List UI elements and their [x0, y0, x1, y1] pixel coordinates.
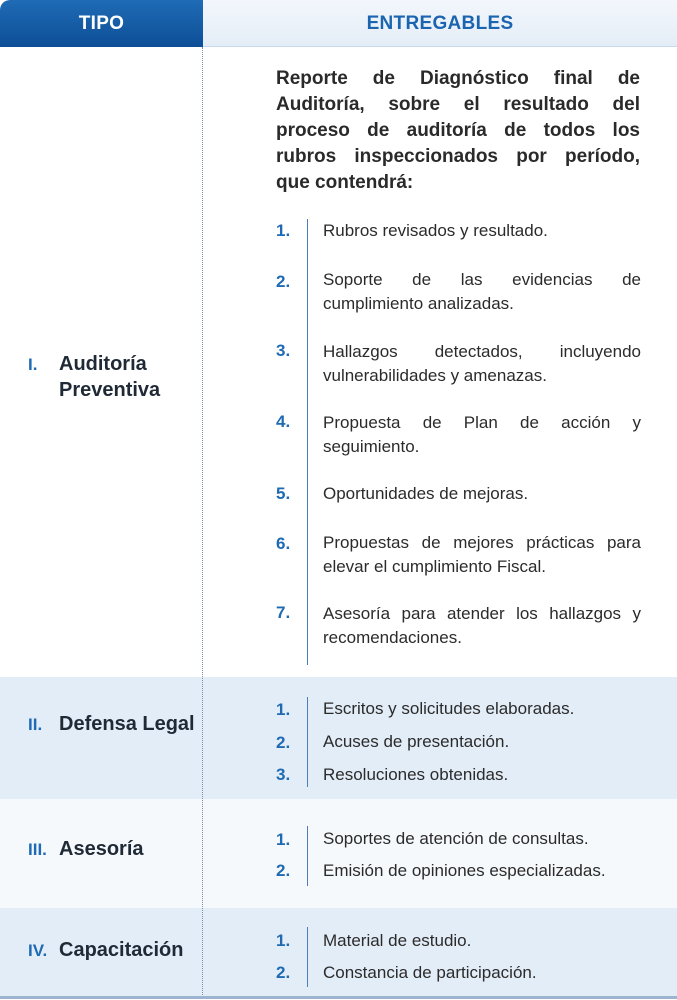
- item-number: 2.: [276, 733, 291, 752]
- item-number: 3.: [276, 341, 291, 360]
- item-text: Resoluciones obtenidas.: [323, 765, 509, 784]
- item-number: 1.: [276, 830, 291, 849]
- deliverable-intro: Reporte de Diagnóstico final de Auditoría, sobre el resultado del proceso de auditoría de todos los rubros inspeccionados por período, que contendrá:: [276, 68, 640, 193]
- item-text: Soporte de las evidencias de cumplimiento analizadas.: [323, 270, 641, 313]
- item-number: 6.: [276, 534, 291, 553]
- item-text: Asesoría para atender los hallazgos y recomendaciones.: [323, 604, 641, 647]
- tipo-defensa: [28, 711, 198, 737]
- item-text: Rubros revisados y resultado.: [323, 221, 548, 240]
- item-number: 1.: [276, 700, 291, 719]
- list-rule: [307, 219, 308, 665]
- tipo-auditoria: [28, 351, 198, 403]
- header-entregables: ENTREGABLES: [203, 0, 677, 47]
- table-bottom-border: [0, 996, 677, 999]
- tipo-asesoria: [28, 836, 198, 862]
- item-text: Acuses de presentación.: [323, 732, 510, 751]
- tipo-label: Defensa Legal: [59, 713, 195, 735]
- tipo-number: IV.: [28, 941, 48, 960]
- header-tipo: TIPO: [0, 0, 203, 47]
- item-text: Hallazgos detectados, incluyendo vulnerabilidades y amenazas.: [323, 342, 641, 385]
- item-number: 3.: [276, 765, 291, 784]
- tipo-number: III.: [28, 840, 47, 859]
- item-number: 5.: [276, 484, 291, 503]
- item-text: Escritos y solicitudes elaboradas.: [323, 699, 575, 718]
- list-rule: [307, 826, 308, 886]
- item-number: 4.: [276, 412, 291, 431]
- tipo-label: Auditoría Preventiva: [59, 353, 161, 401]
- table-header: [0, 0, 677, 47]
- item-number: 7.: [276, 603, 291, 622]
- item-number: 2.: [276, 963, 291, 982]
- item-text: Constancia de participación.: [323, 963, 537, 982]
- item-text: Oportunidades de mejoras.: [323, 484, 529, 503]
- tipo-number: II.: [28, 715, 43, 734]
- tipo-number: I.: [28, 355, 38, 374]
- tipo-capacitacion: [28, 937, 198, 963]
- item-number: 2.: [276, 861, 291, 880]
- item-text: Propuestas de mejores prácticas para elevar el cumplimiento Fiscal.: [323, 533, 641, 576]
- item-number: 2.: [276, 272, 291, 291]
- list-rule: [307, 697, 308, 787]
- item-text: Propuesta de Plan de acción y seguimiento.: [323, 413, 641, 456]
- tipo-label: Capacitación: [59, 939, 184, 961]
- item-text: Material de estudio.: [323, 931, 472, 950]
- column-divider: [202, 47, 203, 997]
- item-text: Emisión de opiniones especializadas.: [323, 861, 606, 880]
- list-rule: [307, 927, 308, 987]
- item-number: 1.: [276, 221, 291, 240]
- item-text: Soportes de atención de consultas.: [323, 829, 589, 848]
- tipo-label: Asesoría: [59, 838, 144, 860]
- item-number: 1.: [276, 931, 291, 950]
